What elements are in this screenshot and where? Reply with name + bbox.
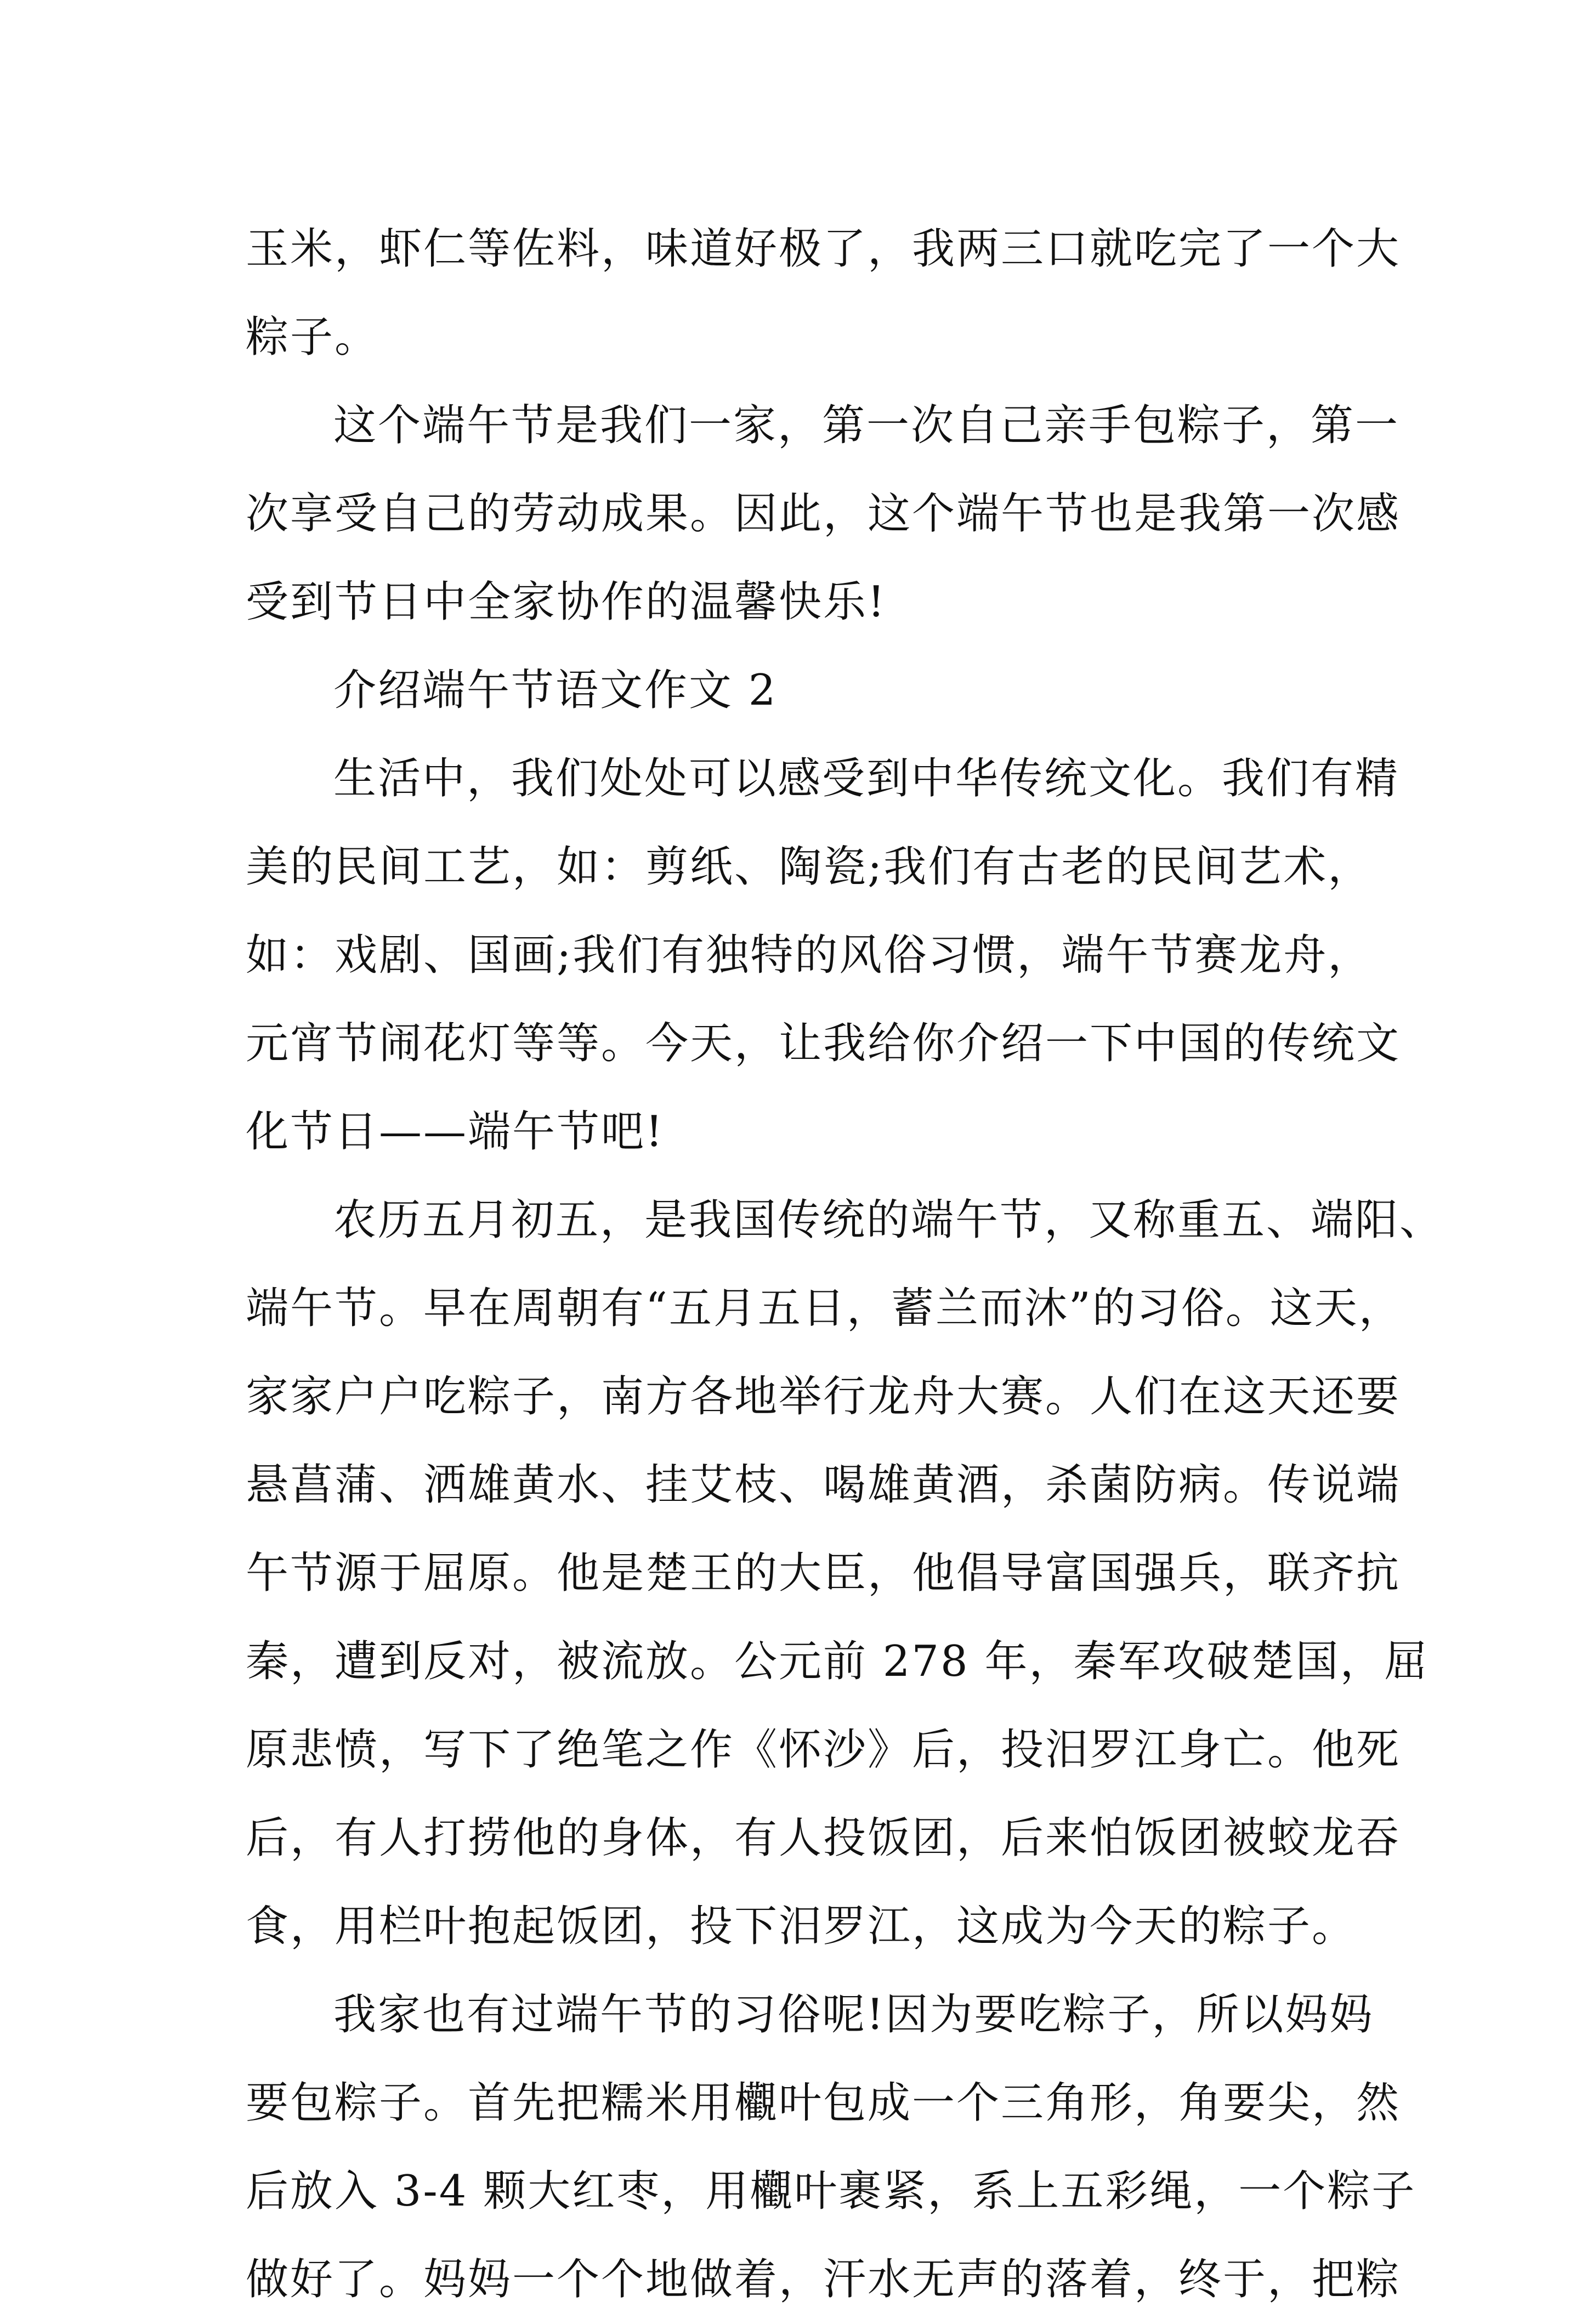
text-line: 家家户户吃粽子，南方各地举行龙舟大赛。人们在这天还要 [246, 1372, 1401, 1421]
text-line: 原悲愤，写下了绝笔之作《怀沙》后，投汨罗江身亡。他死 [246, 1725, 1401, 1775]
paragraph-first-line: 这个端午节是我们一家，第一次自己亲手包粽子，第一 [333, 401, 1400, 450]
text-line: 悬菖蒲、洒雄黄水、挂艾枝、喝雄黄酒，杀菌防病。传说端 [246, 1460, 1401, 1510]
section-heading: 介绍端午节语文作文 2 [333, 666, 778, 715]
text-line: 要包粽子。首先把糯米用欟叶包成一个三角形，角要尖，然 [246, 2078, 1401, 2128]
text-line: 如：戏剧、国画;我们有独特的风俗习惯，端午节赛龙舟， [246, 931, 1373, 980]
paragraph-first-line: 农历五月初五，是我国传统的端午节，又称重五、端阳、 [333, 1195, 1444, 1245]
text-line: 玉米，虾仁等佐料，味道好极了，我两三口就吃完了一个大 [246, 224, 1401, 274]
text-line: 食，用栏叶抱起饭团，投下汨罗江，这成为今天的粽子。 [246, 1902, 1357, 1951]
text-line: 午节源于屈原。他是楚王的大臣，他倡导富国强兵，联齐抗 [246, 1549, 1401, 1598]
text-line: 端午节。早在周朝有“五月五日，蓄兰而沐”的习俗。这天， [246, 1284, 1403, 1333]
text-line: 次享受自己的劳动成果。因此，这个端午节也是我第一次感 [246, 489, 1401, 539]
paragraph-first-line: 我家也有过端午节的习俗呢!因为要吃粽子，所以妈妈 [333, 1990, 1374, 2039]
text-line: 秦，遭到反对，被流放。公元前 278 年，秦军攻破楚国，屈 [246, 1637, 1429, 1686]
text-line: 受到节日中全家协作的温馨快乐! [246, 577, 887, 627]
text-line: 后放入 3-4 颗大红枣，用欟叶裹紧，系上五彩绳，一个粽子 [246, 2167, 1416, 2216]
text-line: 元宵节闹花灯等等。今天，让我给你介绍一下中国的传统文 [246, 1019, 1401, 1068]
paragraph-first-line: 生活中，我们处处可以感受到中华传统文化。我们有精 [333, 754, 1400, 803]
text-line: 化节日——端午节吧! [246, 1107, 665, 1157]
text-line: 美的民间工艺，如：剪纸、陶瓷;我们有古老的民间艺术， [246, 842, 1373, 892]
text-line: 后，有人打捞他的身体，有人投饭团，后来怕饭团被蛟龙吞 [246, 1813, 1401, 1863]
essay-body [246, 205, 1444, 2324]
text-line: 做好了。妈妈一个个地做着，汗水无声的落着，终于，把粽 [246, 2255, 1401, 2304]
text-line: 粽子。 [246, 313, 379, 362]
